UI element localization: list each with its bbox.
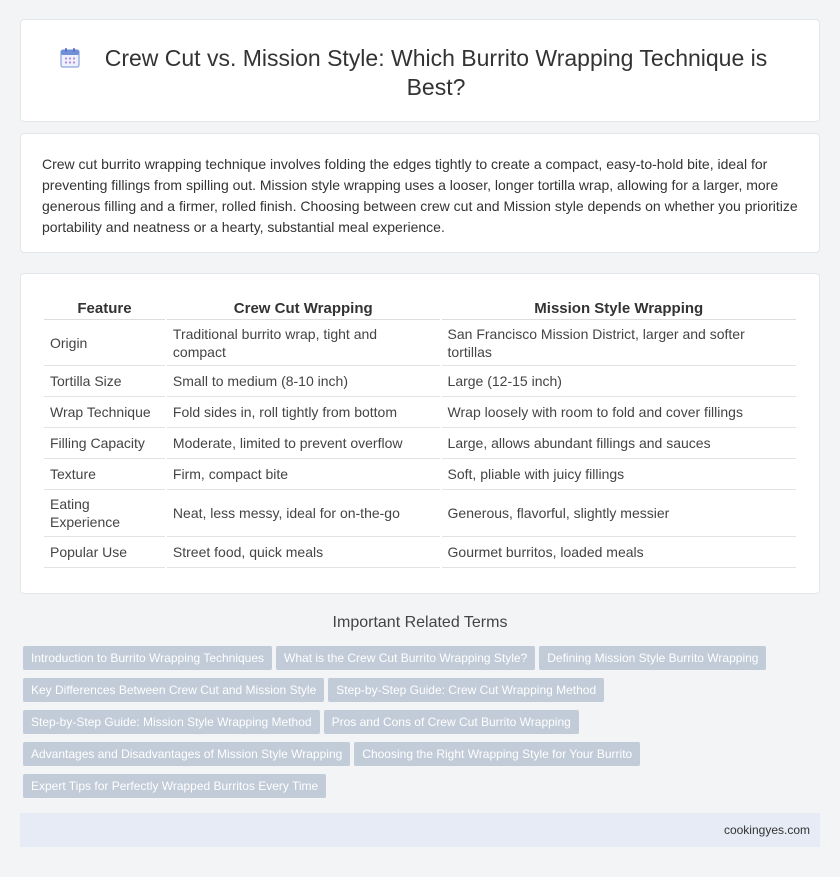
related-term-chip[interactable]: Key Differences Between Crew Cut and Mission Style xyxy=(23,678,324,702)
related-terms-row xyxy=(23,710,583,734)
table-cell: Texture xyxy=(44,459,165,490)
table-cell: Traditional burrito wrap, tight and compact xyxy=(167,320,440,366)
related-terms-title: Important Related Terms xyxy=(332,614,508,631)
table-row xyxy=(44,320,796,366)
table-cell: Popular Use xyxy=(44,537,165,568)
related-term-chip[interactable]: Advantages and Disadvantages of Mission Style Wrapping xyxy=(23,742,350,766)
related-terms-row xyxy=(23,646,770,670)
table-cell: Gourmet burritos, loaded meals xyxy=(442,537,796,568)
table-cell: Large, allows abundant fillings and sauces xyxy=(442,428,796,459)
page-title: Crew Cut vs. Mission Style: Which Burrito Wrapping Technique is Best? xyxy=(104,45,768,100)
table-row xyxy=(44,490,796,537)
table-cell: Firm, compact bite xyxy=(167,459,440,490)
table-cell: Wrap loosely with room to fold and cover fillings xyxy=(442,397,796,428)
related-term-chip[interactable]: Defining Mission Style Burrito Wrapping xyxy=(539,646,766,670)
table-cell: Fold sides in, roll tightly from bottom xyxy=(167,397,440,428)
related-term-chip[interactable]: Step-by-Step Guide: Mission Style Wrapping Method xyxy=(23,710,320,734)
related-term-chip[interactable]: What is the Crew Cut Burrito Wrapping Style? xyxy=(276,646,535,670)
table-cell: Wrap Technique xyxy=(44,397,165,428)
footer xyxy=(20,813,820,847)
table-cell: Eating Experience xyxy=(44,490,165,537)
table-row xyxy=(44,366,796,397)
header-card xyxy=(20,19,820,122)
table-row xyxy=(44,537,796,568)
table-cell: Moderate, limited to prevent overflow xyxy=(167,428,440,459)
table-cell: Origin xyxy=(44,320,165,366)
comparison-card xyxy=(20,273,820,594)
table-cell: San Francisco Mission District, larger and softer tortillas xyxy=(442,320,796,366)
table-cell: Generous, flavorful, slightly messier xyxy=(442,490,796,537)
table-row xyxy=(44,459,796,490)
table-cell: Street food, quick meals xyxy=(167,537,440,568)
header-feature: Feature xyxy=(44,294,165,320)
table-header-row xyxy=(44,294,796,320)
header-crew-cut: Crew Cut Wrapping xyxy=(167,294,440,320)
table-cell: Soft, pliable with juicy fillings xyxy=(442,459,796,490)
related-term-chip[interactable]: Step-by-Step Guide: Crew Cut Wrapping Method xyxy=(328,678,604,702)
related-term-chip[interactable]: Pros and Cons of Crew Cut Burrito Wrapping xyxy=(324,710,579,734)
table-cell: Neat, less messy, ideal for on-the-go xyxy=(167,490,440,537)
related-terms-row xyxy=(23,678,608,702)
related-term-chip[interactable]: Introduction to Burrito Wrapping Techniques xyxy=(23,646,272,670)
intro-paragraph: Crew cut burrito wrapping technique involves folding the edges tightly to create a compact, easy-to-hold bite, ideal for preventing fillings from spilling out. Mission style wrapping uses a looser, longer tortilla wrap, allowing for a larger, more generous filling and a firmer, rolled finish. Choosing between crew cut and Mission style depends on whether you prioritize portability and neatness or a hearty, substantial meal experience. xyxy=(42,156,798,235)
related-terms-row xyxy=(23,742,644,766)
footer-site-link[interactable]: cookingyes.com xyxy=(723,823,810,837)
related-term-chip[interactable]: Expert Tips for Perfectly Wrapped Burritos Every Time xyxy=(23,774,326,798)
comparison-table xyxy=(42,294,798,568)
table-cell: Large (12-15 inch) xyxy=(442,366,796,397)
related-terms-row xyxy=(23,774,330,798)
related-term-chip[interactable]: Choosing the Right Wrapping Style for Your Burrito xyxy=(354,742,640,766)
table-row xyxy=(44,428,796,459)
table-cell: Small to medium (8-10 inch) xyxy=(167,366,440,397)
table-cell: Filling Capacity xyxy=(44,428,165,459)
header-mission-style: Mission Style Wrapping xyxy=(442,294,796,320)
table-cell: Tortilla Size xyxy=(44,366,165,397)
table-row xyxy=(44,397,796,428)
intro-card xyxy=(20,133,820,253)
